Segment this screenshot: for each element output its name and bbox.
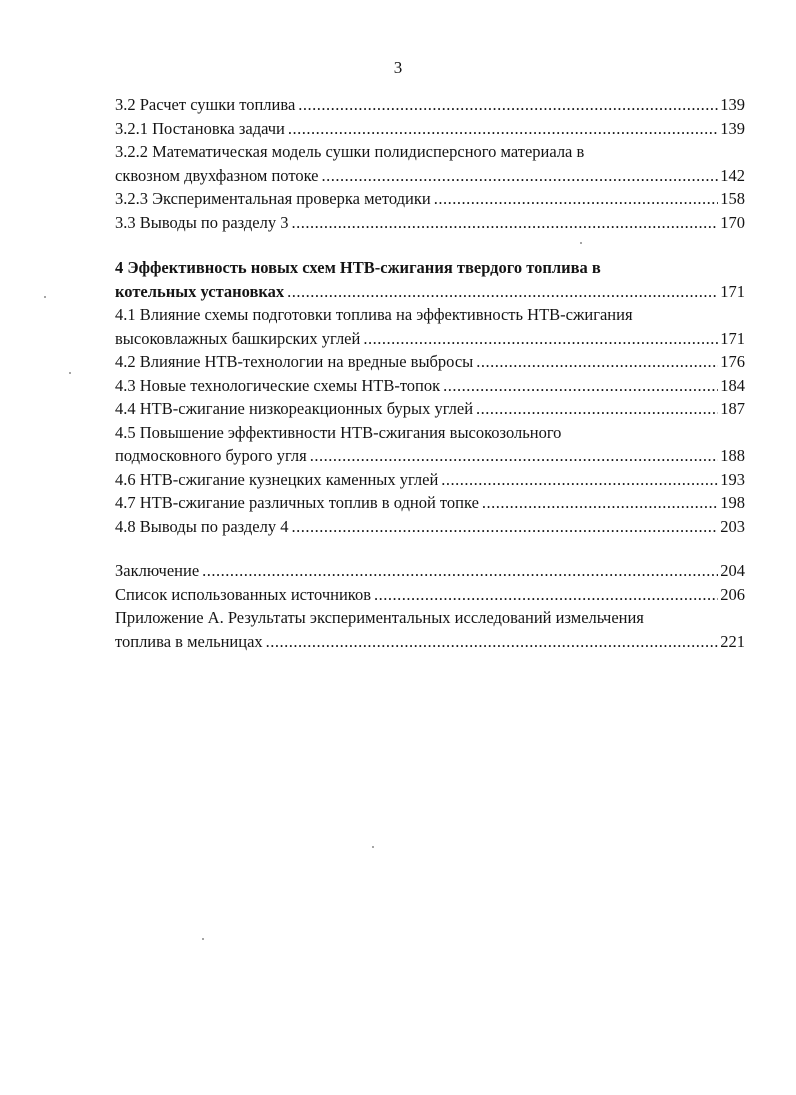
toc-entry-page: 139 (720, 95, 745, 114)
toc-chapter-title-line1: 4 Эффективность новых схем НТВ-сжигания твердого топлива в (115, 258, 601, 277)
dot-leader (476, 350, 718, 374)
toc-entry-title: высоковлажных башкирских углей (115, 328, 361, 348)
toc-entry (115, 187, 745, 211)
toc-chapter-page: 171 (720, 281, 745, 301)
toc-entry-first-line (115, 303, 745, 327)
page-number: 3 (393, 58, 403, 77)
toc-entry-page: 176 (720, 352, 745, 371)
table-of-contents (115, 93, 745, 653)
toc-entry-page: 142 (720, 165, 745, 185)
toc-entry-title: 4.6 НТВ-сжигание кузнецких каменных углей (115, 469, 439, 489)
toc-entry-page: 206 (720, 584, 745, 604)
toc-entry-page: 204 (720, 561, 745, 580)
toc-entry-first-line (115, 140, 745, 164)
dot-leader (476, 397, 718, 421)
toc-entry-page: 170 (720, 212, 745, 232)
dot-leader (322, 164, 719, 188)
toc-entry-page: 171 (720, 328, 745, 348)
toc-entry-page: 187 (720, 399, 745, 418)
toc-entry (115, 444, 745, 468)
toc-entry-title: 4.7 НТВ-сжигание различных топлив в одной топке (115, 493, 479, 512)
toc-entry-title: Список использованных источников (115, 584, 371, 604)
toc-entry-title: 3.2.3 Экспериментальная проверка методики (115, 189, 431, 208)
toc-entry-title: 4.8 Выводы по разделу 4 (115, 516, 289, 536)
toc-entry (115, 491, 745, 515)
toc-entry-page: 139 (720, 118, 745, 138)
toc-entry-first-line (115, 606, 745, 630)
dot-leader (441, 468, 718, 492)
dot-leader (202, 559, 718, 583)
toc-entry-title: Заключение (115, 561, 200, 580)
toc-entry-page: 188 (720, 446, 745, 465)
dot-leader (291, 515, 718, 539)
toc-chapter-title: котельных установках (115, 281, 285, 301)
scan-speck (44, 296, 46, 298)
toc-entry-title-line1: 4.5 Повышение эффективности НТВ-сжигания высокозольного (115, 422, 562, 442)
toc-entry (115, 630, 745, 654)
dot-leader (291, 211, 718, 235)
scan-speck (202, 938, 204, 940)
toc-entry-page: 198 (720, 493, 745, 512)
toc-entry-title: сквозном двухфазном потоке (115, 165, 319, 185)
scan-speck (372, 846, 374, 848)
dot-leader (287, 280, 718, 304)
toc-entry (115, 350, 745, 374)
toc-entry-page: 221 (720, 631, 745, 651)
dot-leader (434, 187, 719, 211)
toc-entry-title: 3.3 Выводы по разделу 3 (115, 212, 289, 232)
toc-entry-page: 184 (720, 375, 745, 395)
toc-entry-title: 4.3 Новые технологические схемы НТВ-топок (115, 375, 441, 395)
section-gap (115, 538, 745, 559)
dot-leader (266, 630, 719, 654)
toc-entry-title: 3.2 Расчет сушки топлива (115, 95, 296, 114)
toc-entry-page: 158 (720, 189, 745, 208)
toc-entry (115, 327, 745, 351)
dot-leader (374, 583, 718, 607)
dot-leader (298, 93, 718, 117)
dot-leader (443, 374, 718, 398)
toc-entry (115, 468, 745, 492)
toc-entry (115, 374, 745, 398)
toc-entry (115, 164, 745, 188)
section-gap (115, 234, 745, 256)
toc-entry (115, 211, 745, 235)
toc-chapter (115, 280, 745, 304)
dot-leader (363, 327, 718, 351)
toc-entry-title: подмосковного бурого угля (115, 446, 307, 465)
toc-entry-title: 4.2 Влияние НТВ-технологии на вредные выбросы (115, 352, 474, 371)
toc-entry-title: топлива в мельницах (115, 631, 263, 651)
toc-entry (115, 583, 745, 607)
toc-entry-title-line1: 4.1 Влияние схемы подготовки топлива на эффективность НТВ-сжигания (115, 305, 633, 324)
toc-entry (115, 559, 745, 583)
toc-chapter-first-line (115, 256, 745, 280)
toc-entry-title: 4.4 НТВ-сжигание низкореакционных бурых углей (115, 399, 474, 418)
dot-leader (310, 444, 719, 468)
toc-entry (115, 117, 745, 141)
toc-entry-page: 203 (720, 516, 745, 536)
toc-entry (115, 397, 745, 421)
toc-entry-page: 193 (720, 469, 745, 489)
toc-entry-title-line1: Приложение А. Результаты экспериментальных исследований измельчения (115, 608, 644, 627)
toc-entry-title: 3.2.1 Постановка задачи (115, 118, 285, 138)
toc-entry-first-line (115, 421, 745, 445)
dot-leader (482, 491, 718, 515)
toc-entry (115, 515, 745, 539)
scan-speck (69, 372, 71, 374)
toc-entry (115, 93, 745, 117)
toc-entry-title-line1: 3.2.2 Математическая модель сушки полидисперсного материала в (115, 142, 585, 161)
dot-leader (288, 117, 718, 141)
scan-speck (580, 242, 582, 244)
